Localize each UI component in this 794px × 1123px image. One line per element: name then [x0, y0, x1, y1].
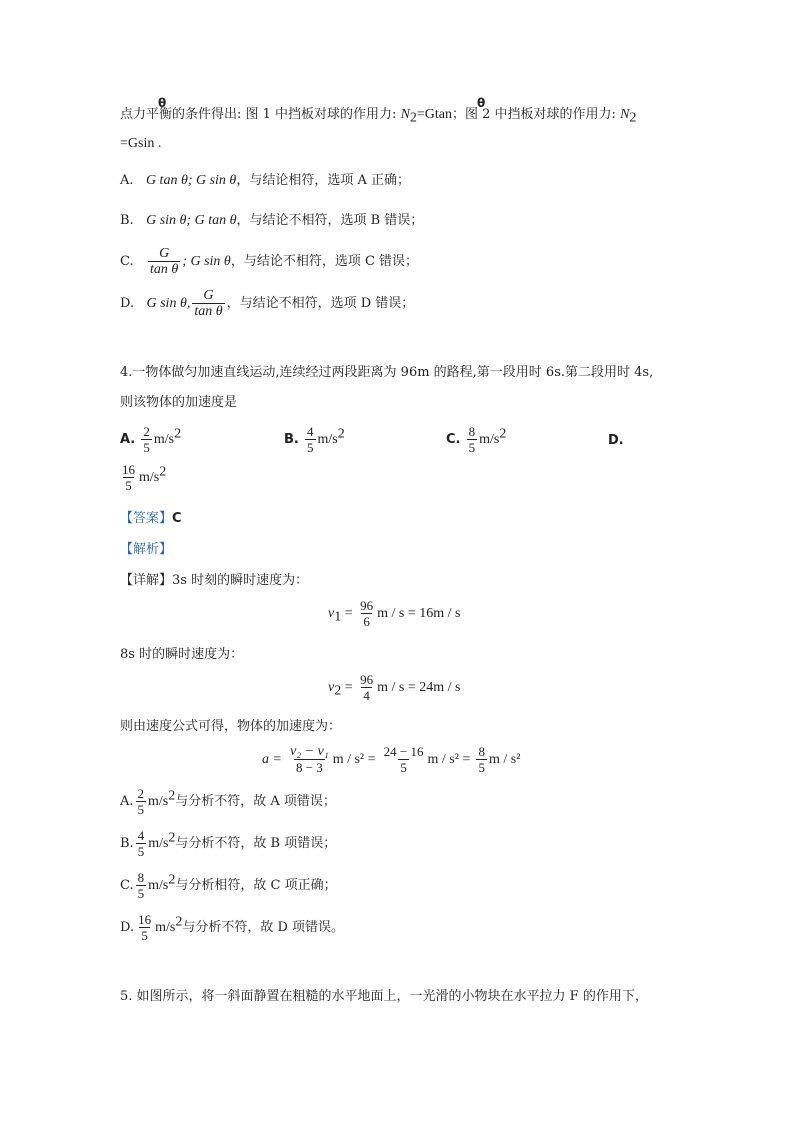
check-letter: B.: [120, 836, 134, 851]
denominator: 5: [468, 440, 476, 455]
check-text: 与分析不符，故 A 项错误；: [175, 794, 336, 809]
answer-label: 【答案】: [120, 511, 173, 526]
check-letter: D.: [120, 920, 135, 935]
check-b: [120, 828, 336, 859]
option-text: ，与结论不相符，选项 B 错误；: [236, 213, 424, 228]
q4-choice-d-value: [118, 462, 166, 493]
denominator: 5: [307, 440, 314, 455]
denominator: 5: [125, 478, 132, 493]
q3-option-c: [120, 246, 418, 277]
q4-stem-line1: 4.一物体做匀加速直线运动,连续经过两段距离为 96m 的路程,第一段用时 6s.第二段用时 4s,: [120, 365, 654, 380]
option-letter: B.: [120, 213, 134, 228]
detail-line: [120, 572, 308, 590]
denominator: 5: [143, 440, 150, 455]
numerator: 2: [137, 786, 145, 801]
option-expr: G tan θ; G sin θ: [145, 173, 237, 188]
numerator: 8: [468, 424, 476, 439]
q3-option-a: [120, 172, 410, 190]
denominator: 5: [400, 760, 407, 775]
fraction: [305, 424, 316, 455]
equation-rest: m / s = 24m / s: [377, 680, 461, 695]
answer-value: C: [172, 511, 182, 526]
q4-choice-d-letter: [608, 432, 624, 450]
denominator: tan θ: [150, 262, 179, 277]
detail-text: 3s 时刻的瞬时速度为：: [172, 573, 309, 588]
fraction: [358, 672, 375, 703]
numerator: 4: [307, 424, 314, 439]
unit: m/s: [153, 432, 175, 447]
unit: m/s: [139, 470, 160, 485]
numerator: 16: [138, 912, 152, 927]
analysis-label: 【解析】: [120, 542, 173, 557]
equation-rest: m / s = 16m / s: [377, 606, 461, 621]
q4-choice-b: [284, 424, 345, 455]
var-n: N: [400, 107, 410, 122]
numerator: 4: [137, 828, 145, 843]
fraction: [136, 786, 147, 817]
v2-equation: $v_2$ = $\frac{96}{4}$ m / s = 24m / s: [328, 672, 461, 703]
denominator: 4: [363, 688, 370, 703]
check-d: [120, 912, 344, 943]
exponent: 2: [168, 830, 176, 846]
exponent: 2: [159, 464, 167, 480]
option-expr: G sin θ,: [146, 296, 191, 311]
check-text: 与分析不符，故 D 项错误。: [182, 920, 345, 935]
option-letter: A.: [120, 173, 134, 188]
q3-option-b: [120, 212, 423, 230]
option-expr: ; G sin θ: [182, 254, 231, 269]
fraction: [382, 744, 426, 775]
check-c: [120, 870, 337, 901]
v1-equation: $v_1$ = $\frac{96}{6}$ m / s = 16m / s: [328, 598, 461, 629]
accel-line: 则由速度公式可得，物体的加速度为：: [120, 719, 342, 734]
fraction: [358, 598, 375, 629]
var-n: N: [620, 107, 630, 122]
text: ；图 2 中挡板对球的作用力:: [452, 107, 621, 122]
eq: =Gtan: [416, 107, 453, 122]
exponent: 2: [337, 426, 345, 442]
var-v: v: [328, 680, 335, 695]
unit: m/s: [479, 432, 500, 447]
sub: 2: [629, 110, 637, 126]
fraction: [467, 424, 478, 455]
option-letter: D.: [120, 296, 135, 311]
denominator: 6: [363, 614, 370, 629]
theta-mark-2: θ: [477, 96, 486, 110]
var-v: v: [328, 606, 335, 621]
check-text: 与分析不符，故 B 项错误；: [175, 836, 337, 851]
sub: 1: [334, 609, 342, 625]
option-letter: C.: [120, 254, 134, 269]
denominator: 5: [478, 760, 485, 775]
theta-mark: θ: [158, 96, 167, 110]
denominator: 5: [141, 928, 148, 943]
fraction: [288, 744, 331, 775]
unit: m/s: [148, 878, 169, 893]
fraction: [136, 828, 147, 859]
unit: m/s: [148, 794, 169, 809]
q5-stem: 5. 如图所示，将一斜面静置在粗糙的水平地面上，一光滑的小物块在水平拉力 F 的作用下，: [120, 989, 648, 1004]
option-text: ，与结论相符，选项 A 正确；: [236, 173, 410, 188]
exponent: 2: [175, 914, 183, 930]
sub: 2: [334, 683, 342, 699]
fraction: [136, 912, 153, 943]
unit: m/s: [148, 836, 169, 851]
numerator: G: [203, 288, 214, 303]
fraction: [120, 462, 137, 493]
fraction: [148, 246, 180, 277]
numerator: 96: [360, 598, 374, 613]
text: 点力平衡的条件得出: 图 1 中挡板对球的作用力:: [120, 107, 401, 122]
sub: 2: [409, 110, 417, 126]
a-equation: [262, 744, 520, 775]
equation-part: m / s² =: [332, 752, 376, 767]
force-result-line-2: =Gsin .: [120, 136, 162, 151]
numerator: 16: [122, 462, 135, 477]
q4-stem-line2: 则该物体的加速度是: [120, 395, 238, 410]
detail-label: 【详解】: [120, 573, 173, 588]
denominator: 8 − 3: [295, 760, 323, 775]
denominator: 5: [137, 802, 145, 817]
check-text: 与分析相符，故 C 项正确；: [175, 878, 337, 893]
numerator: G: [159, 246, 170, 261]
unit: m/s: [155, 920, 176, 935]
exponent: 2: [499, 426, 507, 442]
denominator: tan θ: [194, 304, 223, 319]
q3-option-d: [120, 288, 414, 319]
fraction: [192, 288, 224, 319]
fraction: [141, 424, 152, 455]
fraction: [476, 744, 487, 775]
numerator: 8: [478, 744, 485, 759]
q4-choice-c: [446, 424, 506, 455]
numerator: 24 − 16: [383, 744, 424, 759]
numerator: 2: [143, 424, 150, 439]
check-a: [120, 786, 336, 817]
exponent: 2: [168, 872, 176, 888]
equation-part: m / s² =: [427, 752, 471, 767]
t8-line: 8s 时的瞬时速度为：: [120, 647, 244, 662]
exponent: 2: [168, 788, 176, 804]
choice-letter: A.: [120, 432, 136, 447]
check-letter: C.: [120, 878, 134, 893]
choice-letter: C.: [446, 432, 461, 447]
force-result-line: [120, 106, 636, 128]
numerator: 96: [360, 672, 374, 687]
exponent: 2: [174, 426, 182, 442]
denominator: 5: [137, 886, 145, 901]
equation-part: m / s²: [488, 752, 521, 767]
numerator: 8: [137, 870, 145, 885]
var-a: a =: [262, 752, 282, 767]
unit: m/s: [317, 432, 338, 447]
fraction: [136, 870, 147, 901]
choice-letter: D.: [608, 433, 624, 448]
option-text: ，与结论不相符，选项 C 错误；: [230, 254, 419, 269]
check-letter: A.: [120, 794, 134, 809]
q4-choice-a: [120, 424, 181, 455]
denominator: 5: [137, 844, 145, 859]
option-expr: G sin θ; G tan θ: [146, 213, 237, 228]
option-text: ，与结论不相符，选项 D 错误；: [226, 296, 415, 311]
numerator: v₂ − v₁: [290, 744, 329, 759]
answer-line: [120, 510, 182, 528]
choice-letter: B.: [284, 432, 299, 447]
